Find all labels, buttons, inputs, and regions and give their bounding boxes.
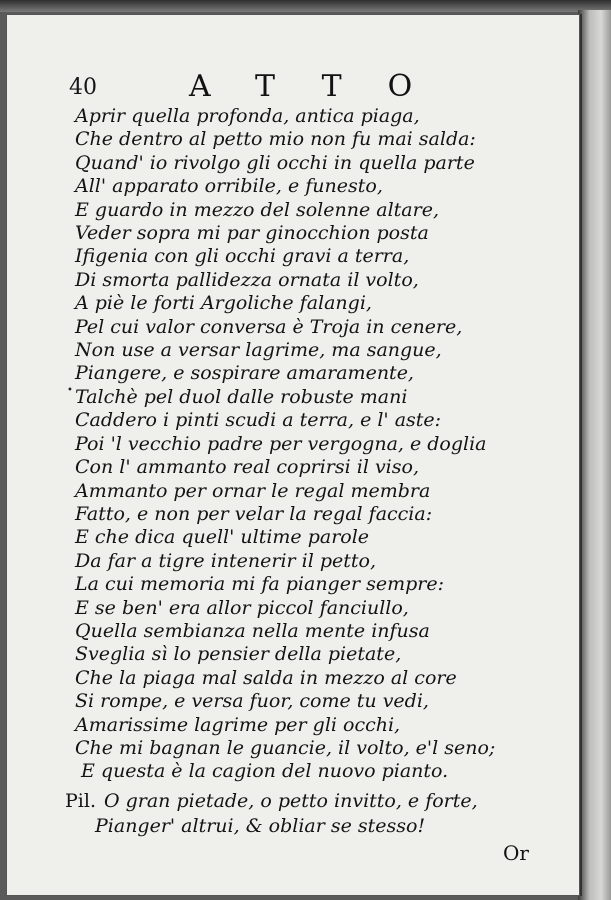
speaker-name: Pil.: [65, 790, 96, 812]
verse-line: Che mi bagnan le guancie, il volto, e'l seno;: [75, 736, 496, 759]
page-header: [69, 67, 489, 107]
verse-line: Caddero i pinti scudi a terra, e l' aste:: [75, 409, 442, 432]
verse-line: Che la piaga mal salda in mezzo al core: [75, 666, 457, 689]
book-fore-edge: [578, 10, 611, 900]
verse-line: E questa è la cagion del nuovo pianto.: [81, 760, 449, 783]
verse-block: [75, 105, 515, 784]
book-page: [6, 14, 580, 896]
verse-line: Talchè pel duol dalle robuste mani: [75, 385, 408, 408]
verse-line: Amarissime lagrime per gli occhi,: [75, 713, 401, 736]
verse-line: Ifigenia con gli occhi gravi a terra,: [75, 245, 410, 268]
verse-line: E che dica quell' ultime parole: [75, 526, 370, 549]
verse-line: Veder sopra mi par ginocchion posta: [75, 222, 429, 245]
verse-line: Non use a versar lagrime, ma sangue,: [75, 339, 442, 362]
verse-line: E se ben' era allor piccol fanciullo,: [75, 596, 409, 619]
verse-line: Piangere, e sospirare amaramente,: [75, 362, 414, 385]
verse-line: All' apparato orribile, e funesto,: [75, 175, 383, 198]
speaker-line: [65, 790, 478, 812]
verse-line: Poi 'l vecchio padre per vergogna, e doglia: [75, 432, 487, 455]
verse-line: Ammanto per ornar le regal membra: [75, 479, 431, 502]
verse-line: Da far a tigre intenerir il petto,: [75, 549, 376, 572]
verse-line: Quand' io rivolgo gli occhi in quella parte: [75, 151, 475, 174]
page-top-edge: [0, 0, 611, 12]
verse-line: Che dentro al petto mio non fu mai salda:: [75, 128, 476, 151]
verse-line: Si rompe, e versa fuor, come tu vedi,: [75, 690, 429, 713]
verse-line: Con l' ammanto real coprirsi il viso,: [75, 456, 419, 479]
margin-dot: •: [67, 385, 73, 396]
page-number: 40: [69, 75, 97, 100]
verse-line: Aprir quella profonda, antica piaga,: [75, 105, 420, 127]
verse-line: E guardo in mezzo del solenne altare,: [75, 198, 439, 221]
final-verse-line: Pianger' altrui, & obliar se stesso!: [95, 815, 426, 837]
running-title: ATTO: [189, 69, 459, 104]
speaker-text: O gran pietade, o petto invitto, e forte,: [103, 790, 478, 812]
verse-line: Di smorta pallidezza ornata il volto,: [75, 268, 419, 291]
verse-line: Sveglia sì lo pensier della pietate,: [75, 643, 402, 666]
verse-line: La cui memoria mi fa pianger sempre:: [75, 573, 444, 596]
verse-line: A piè le forti Argoliche falangi,: [75, 292, 372, 315]
verse-line: Fatto, e non per velar la regal faccia:: [75, 502, 433, 525]
verse-line: Pel cui valor conversa è Troja in cenere,: [75, 315, 463, 338]
catchword: Or: [503, 841, 529, 865]
verse-line: Quella sembianza nella mente infusa: [75, 619, 430, 642]
